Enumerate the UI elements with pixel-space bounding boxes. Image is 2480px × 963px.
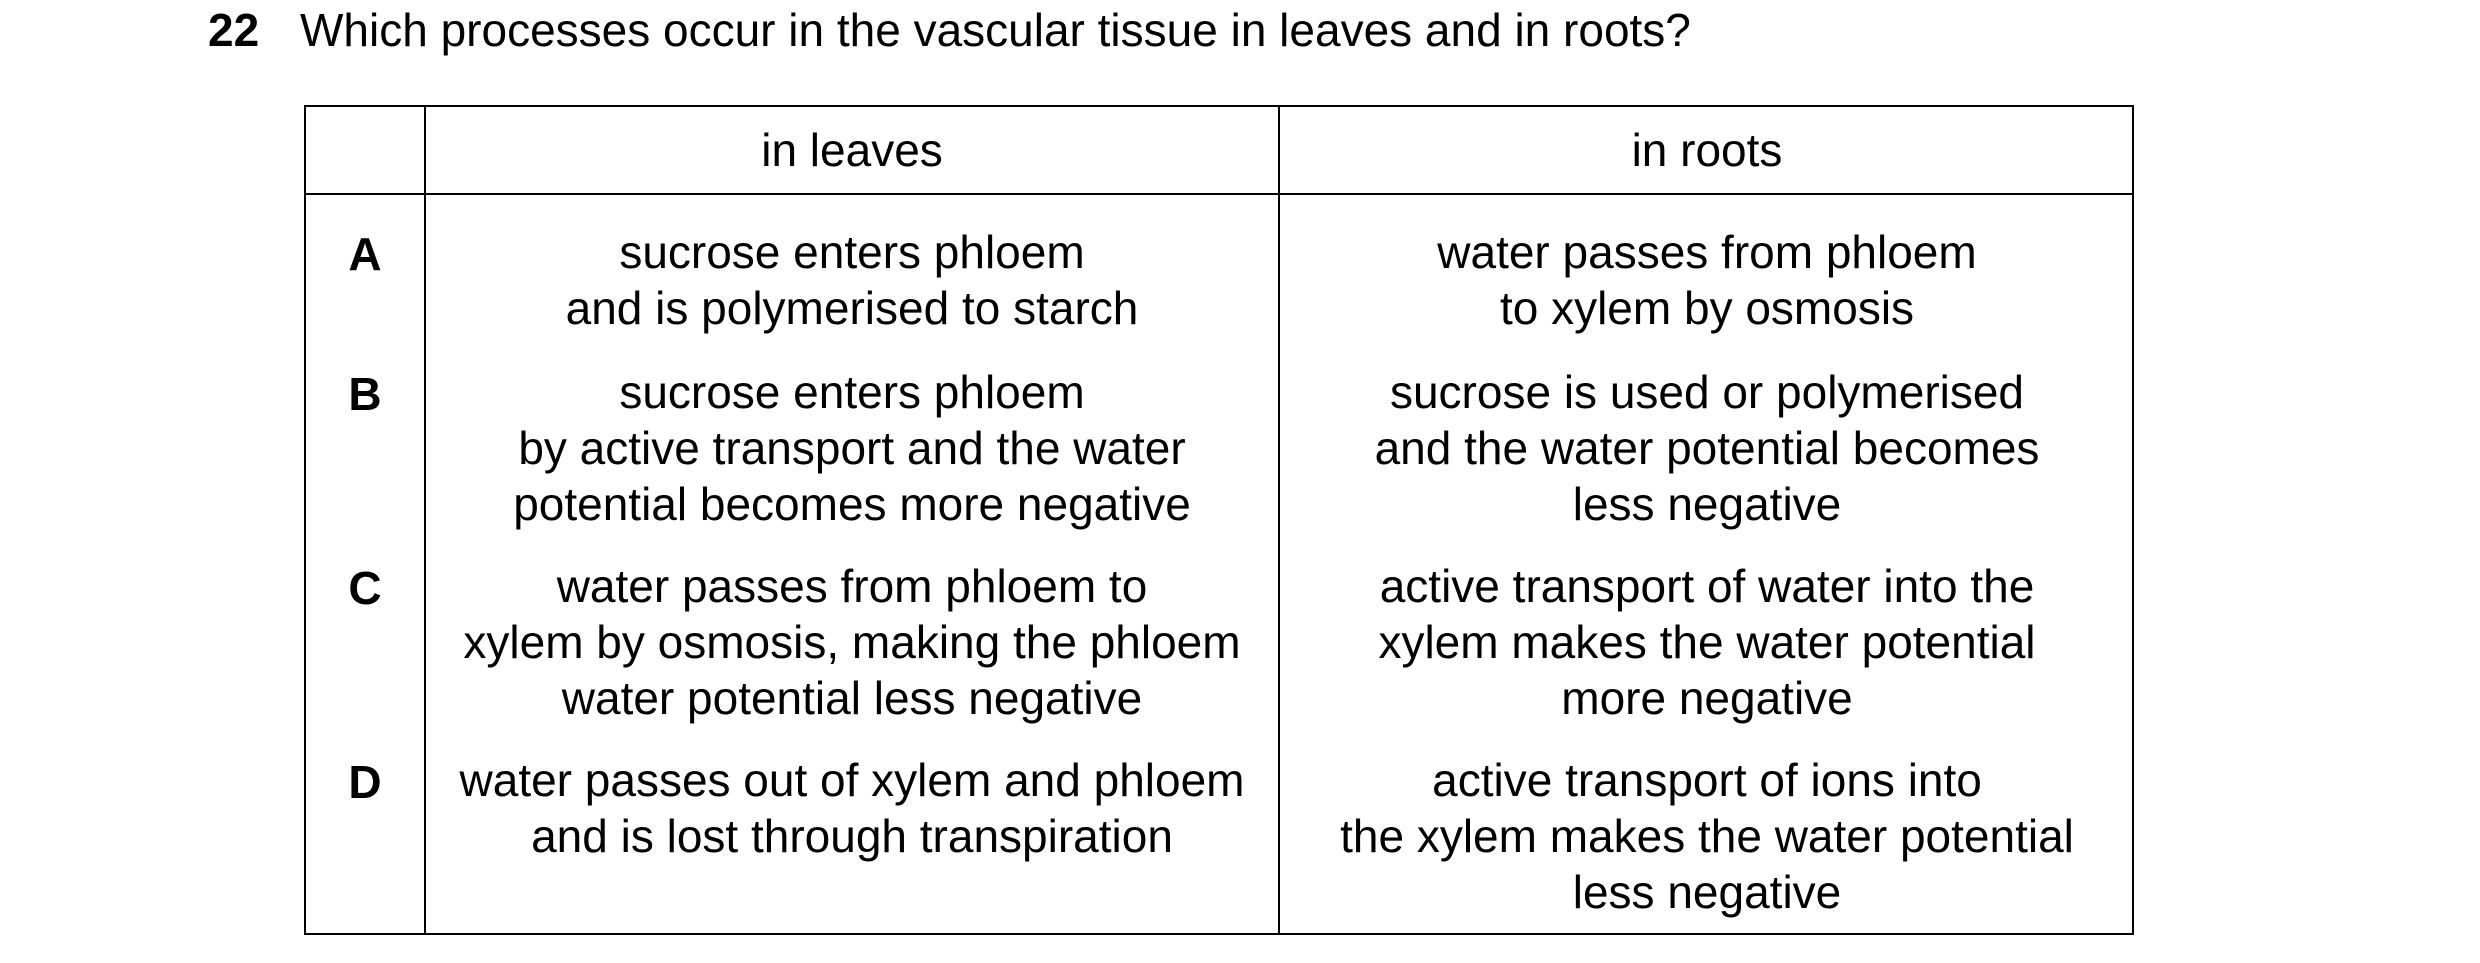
option-d-leaves-line: and is lost through transpiration: [531, 810, 1173, 862]
option-b-roots-line: sucrose is used or polymerised: [1389, 366, 2025, 418]
option-a-leaves-line: and is polymerised to starch: [565, 282, 1139, 334]
option-a-roots: [1280, 224, 2134, 336]
option-letter-b: B: [348, 368, 382, 420]
option-a-leaves-line: sucrose enters phloem: [619, 226, 1085, 278]
option-d-roots-line: active transport of ions into: [1432, 754, 1982, 806]
option-c-roots-line: more negative: [1561, 672, 1853, 724]
option-a-roots-line: to xylem by osmosis: [1499, 282, 1915, 334]
option-d-roots-line: less negative: [1572, 866, 1842, 918]
question-text: Which processes occur in the vascular tissue in leaves and in roots?: [300, 4, 1691, 56]
header-in-leaves: in leaves: [761, 124, 943, 176]
option-d-leaves: [426, 752, 1278, 864]
option-a-roots-line: water passes from phloem: [1437, 226, 1977, 278]
header-in-roots: in roots: [1631, 124, 1783, 176]
options-table: [304, 105, 2134, 935]
option-letter-d: D: [348, 756, 382, 808]
option-letter-c: C: [348, 562, 382, 614]
option-c-leaves: [426, 558, 1278, 726]
option-d-roots: [1280, 752, 2134, 920]
question-number: 22: [208, 4, 260, 56]
option-b-roots-line: and the water potential becomes: [1374, 422, 2040, 474]
table-header-divider: [306, 193, 2132, 195]
option-b-leaves: [426, 364, 1278, 532]
option-c-leaves-line: water potential less negative: [561, 672, 1143, 724]
option-c-roots: [1280, 558, 2134, 726]
option-b-leaves-line: by active transport and the water: [518, 422, 1186, 474]
option-d-leaves-line: water passes out of xylem and phloem: [459, 754, 1245, 806]
option-letter-a: A: [348, 228, 382, 280]
option-c-roots-line: xylem makes the water potential: [1378, 616, 2036, 668]
option-b-leaves-line: potential becomes more negative: [513, 478, 1191, 530]
option-a-leaves: [426, 224, 1278, 336]
option-c-leaves-line: xylem by osmosis, making the phloem: [463, 616, 1241, 668]
option-b-roots-line: less negative: [1572, 478, 1842, 530]
question-line: [208, 0, 1691, 60]
option-d-roots-line: the xylem makes the water potential: [1340, 810, 2074, 862]
option-b-leaves-line: sucrose enters phloem: [619, 366, 1085, 418]
option-c-leaves-line: water passes from phloem to: [556, 560, 1148, 612]
option-b-roots: [1280, 364, 2134, 532]
option-c-roots-line: active transport of water into the: [1379, 560, 2035, 612]
